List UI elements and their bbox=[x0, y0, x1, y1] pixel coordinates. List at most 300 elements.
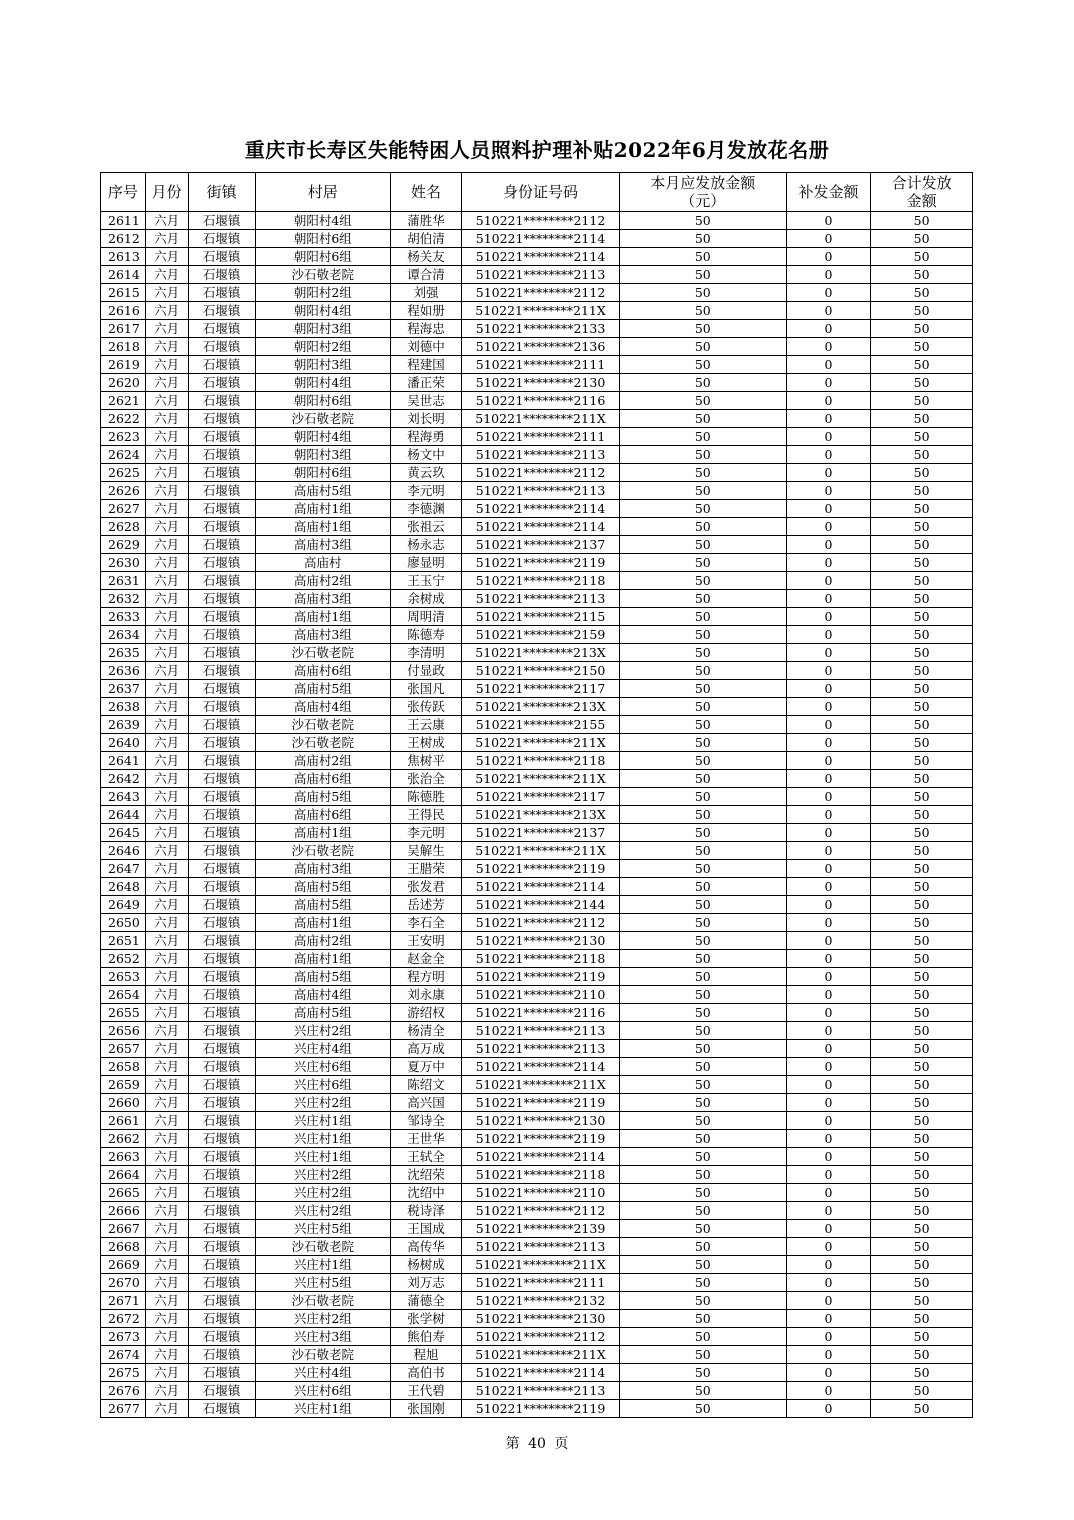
cell-number: 2628 bbox=[101, 518, 146, 536]
table-row bbox=[101, 986, 973, 1004]
cell-month: 六月 bbox=[145, 878, 188, 896]
cell-monthly-amount: 50 bbox=[619, 392, 786, 410]
cell-village: 兴庄村2组 bbox=[255, 1166, 390, 1184]
cell-name: 陈绍文 bbox=[390, 1076, 461, 1094]
cell-total-amount: 50 bbox=[871, 1022, 973, 1040]
cell-back-pay: 0 bbox=[786, 914, 870, 932]
table-row bbox=[101, 1112, 973, 1130]
cell-month: 六月 bbox=[145, 302, 188, 320]
cell-total-amount: 50 bbox=[871, 1004, 973, 1022]
cell-village: 沙石敬老院 bbox=[255, 1238, 390, 1256]
cell-back-pay: 0 bbox=[786, 248, 870, 266]
cell-name: 杨清全 bbox=[390, 1022, 461, 1040]
table-row bbox=[101, 500, 973, 518]
cell-name: 王国成 bbox=[390, 1220, 461, 1238]
cell-id-number: 510221********2113 bbox=[462, 482, 620, 500]
cell-total-amount: 50 bbox=[871, 464, 973, 482]
cell-village: 朝阳村4组 bbox=[255, 374, 390, 392]
cell-month: 六月 bbox=[145, 608, 188, 626]
cell-total-amount: 50 bbox=[871, 1328, 973, 1346]
cell-back-pay: 0 bbox=[786, 662, 870, 680]
table-row bbox=[101, 1004, 973, 1022]
table-row bbox=[101, 1148, 973, 1166]
cell-name: 王轼全 bbox=[390, 1148, 461, 1166]
cell-village: 高庙村3组 bbox=[255, 590, 390, 608]
cell-total-amount: 50 bbox=[871, 554, 973, 572]
cell-total-amount: 50 bbox=[871, 842, 973, 860]
cell-total-amount: 50 bbox=[871, 1256, 973, 1274]
cell-village: 沙石敬老院 bbox=[255, 644, 390, 662]
cell-back-pay: 0 bbox=[786, 410, 870, 428]
cell-id-number: 510221********2119 bbox=[462, 1130, 620, 1148]
cell-total-amount: 50 bbox=[871, 338, 973, 356]
cell-number: 2669 bbox=[101, 1256, 146, 1274]
cell-number: 2622 bbox=[101, 410, 146, 428]
cell-number: 2612 bbox=[101, 230, 146, 248]
column-header-number: 序号 bbox=[101, 173, 146, 212]
cell-month: 六月 bbox=[145, 374, 188, 392]
cell-back-pay: 0 bbox=[786, 1076, 870, 1094]
cell-month: 六月 bbox=[145, 1310, 188, 1328]
cell-id-number: 510221********213X bbox=[462, 698, 620, 716]
cell-town: 石堰镇 bbox=[188, 824, 255, 842]
cell-village: 沙石敬老院 bbox=[255, 734, 390, 752]
cell-month: 六月 bbox=[145, 1274, 188, 1292]
cell-village: 兴庄村1组 bbox=[255, 1112, 390, 1130]
cell-village: 高庙村5组 bbox=[255, 680, 390, 698]
cell-name: 程海忠 bbox=[390, 320, 461, 338]
cell-total-amount: 50 bbox=[871, 698, 973, 716]
cell-back-pay: 0 bbox=[786, 536, 870, 554]
cell-number: 2617 bbox=[101, 320, 146, 338]
cell-month: 六月 bbox=[145, 860, 188, 878]
cell-town: 石堰镇 bbox=[188, 1382, 255, 1400]
cell-back-pay: 0 bbox=[786, 950, 870, 968]
cell-total-amount: 50 bbox=[871, 1148, 973, 1166]
column-header-name: 姓名 bbox=[390, 173, 461, 212]
cell-total-amount: 50 bbox=[871, 950, 973, 968]
cell-back-pay: 0 bbox=[786, 1364, 870, 1382]
cell-name: 熊伯寿 bbox=[390, 1328, 461, 1346]
cell-back-pay: 0 bbox=[786, 968, 870, 986]
column-header-monthly-amount: 本月应发放金额 （元） bbox=[619, 173, 786, 212]
table-row bbox=[101, 644, 973, 662]
cell-total-amount: 50 bbox=[871, 500, 973, 518]
cell-total-amount: 50 bbox=[871, 734, 973, 752]
cell-town: 石堰镇 bbox=[188, 716, 255, 734]
cell-total-amount: 50 bbox=[871, 968, 973, 986]
cell-name: 杨关友 bbox=[390, 248, 461, 266]
cell-village: 高庙村4组 bbox=[255, 698, 390, 716]
table-row bbox=[101, 734, 973, 752]
cell-number: 2613 bbox=[101, 248, 146, 266]
cell-id-number: 510221********211X bbox=[462, 770, 620, 788]
cell-village: 高庙村 bbox=[255, 554, 390, 572]
cell-total-amount: 50 bbox=[871, 1166, 973, 1184]
cell-back-pay: 0 bbox=[786, 932, 870, 950]
table-row bbox=[101, 680, 973, 698]
cell-town: 石堰镇 bbox=[188, 1076, 255, 1094]
cell-monthly-amount: 50 bbox=[619, 1076, 786, 1094]
table-row bbox=[101, 410, 973, 428]
cell-back-pay: 0 bbox=[786, 374, 870, 392]
cell-back-pay: 0 bbox=[786, 1184, 870, 1202]
table-row bbox=[101, 1184, 973, 1202]
cell-id-number: 510221********211X bbox=[462, 842, 620, 860]
cell-monthly-amount: 50 bbox=[619, 1292, 786, 1310]
cell-village: 沙石敬老院 bbox=[255, 842, 390, 860]
cell-back-pay: 0 bbox=[786, 1382, 870, 1400]
cell-village: 兴庄村1组 bbox=[255, 1400, 390, 1418]
cell-back-pay: 0 bbox=[786, 734, 870, 752]
cell-number: 2616 bbox=[101, 302, 146, 320]
cell-total-amount: 50 bbox=[871, 230, 973, 248]
cell-total-amount: 50 bbox=[871, 1058, 973, 1076]
cell-back-pay: 0 bbox=[786, 896, 870, 914]
cell-back-pay: 0 bbox=[786, 1112, 870, 1130]
cell-village: 高庙村1组 bbox=[255, 914, 390, 932]
cell-village: 高庙村6组 bbox=[255, 662, 390, 680]
cell-id-number: 510221********211X bbox=[462, 734, 620, 752]
cell-monthly-amount: 50 bbox=[619, 1184, 786, 1202]
cell-name: 张国凡 bbox=[390, 680, 461, 698]
cell-id-number: 510221********2144 bbox=[462, 896, 620, 914]
cell-id-number: 510221********2116 bbox=[462, 392, 620, 410]
cell-id-number: 510221********2119 bbox=[462, 968, 620, 986]
cell-name: 高传华 bbox=[390, 1238, 461, 1256]
cell-total-amount: 50 bbox=[871, 302, 973, 320]
cell-monthly-amount: 50 bbox=[619, 374, 786, 392]
cell-id-number: 510221********211X bbox=[462, 1256, 620, 1274]
cell-monthly-amount: 50 bbox=[619, 986, 786, 1004]
cell-total-amount: 50 bbox=[871, 536, 973, 554]
cell-number: 2621 bbox=[101, 392, 146, 410]
cell-name: 沈绍中 bbox=[390, 1184, 461, 1202]
cell-name: 高万成 bbox=[390, 1040, 461, 1058]
cell-town: 石堰镇 bbox=[188, 662, 255, 680]
cell-number: 2661 bbox=[101, 1112, 146, 1130]
cell-number: 2647 bbox=[101, 860, 146, 878]
cell-monthly-amount: 50 bbox=[619, 1058, 786, 1076]
cell-number: 2671 bbox=[101, 1292, 146, 1310]
cell-number: 2623 bbox=[101, 428, 146, 446]
cell-month: 六月 bbox=[145, 1346, 188, 1364]
cell-month: 六月 bbox=[145, 1364, 188, 1382]
cell-total-amount: 50 bbox=[871, 680, 973, 698]
cell-month: 六月 bbox=[145, 626, 188, 644]
table-row bbox=[101, 554, 973, 572]
cell-name: 杨永志 bbox=[390, 536, 461, 554]
table-row bbox=[101, 1310, 973, 1328]
cell-total-amount: 50 bbox=[871, 1094, 973, 1112]
cell-total-amount: 50 bbox=[871, 1346, 973, 1364]
cell-name: 高兴国 bbox=[390, 1094, 461, 1112]
table-row bbox=[101, 464, 973, 482]
cell-monthly-amount: 50 bbox=[619, 590, 786, 608]
cell-monthly-amount: 50 bbox=[619, 1238, 786, 1256]
table-row bbox=[101, 626, 973, 644]
cell-town: 石堰镇 bbox=[188, 1310, 255, 1328]
cell-total-amount: 50 bbox=[871, 392, 973, 410]
cell-back-pay: 0 bbox=[786, 1274, 870, 1292]
cell-name: 王树成 bbox=[390, 734, 461, 752]
cell-number: 2663 bbox=[101, 1148, 146, 1166]
cell-back-pay: 0 bbox=[786, 986, 870, 1004]
cell-back-pay: 0 bbox=[786, 1256, 870, 1274]
cell-monthly-amount: 50 bbox=[619, 554, 786, 572]
cell-month: 六月 bbox=[145, 716, 188, 734]
cell-town: 石堰镇 bbox=[188, 878, 255, 896]
table-row bbox=[101, 896, 973, 914]
cell-name: 刘永康 bbox=[390, 986, 461, 1004]
table-row bbox=[101, 590, 973, 608]
cell-name: 赵金全 bbox=[390, 950, 461, 968]
cell-town: 石堰镇 bbox=[188, 1292, 255, 1310]
cell-monthly-amount: 50 bbox=[619, 1220, 786, 1238]
cell-monthly-amount: 50 bbox=[619, 1112, 786, 1130]
cell-id-number: 510221********2113 bbox=[462, 1022, 620, 1040]
cell-village: 高庙村2组 bbox=[255, 752, 390, 770]
cell-town: 石堰镇 bbox=[188, 464, 255, 482]
cell-village: 朝阳村6组 bbox=[255, 248, 390, 266]
table-row bbox=[101, 356, 973, 374]
cell-number: 2653 bbox=[101, 968, 146, 986]
cell-month: 六月 bbox=[145, 950, 188, 968]
cell-id-number: 510221********2118 bbox=[462, 572, 620, 590]
cell-village: 高庙村5组 bbox=[255, 878, 390, 896]
cell-town: 石堰镇 bbox=[188, 446, 255, 464]
cell-month: 六月 bbox=[145, 446, 188, 464]
cell-id-number: 510221********2114 bbox=[462, 1058, 620, 1076]
cell-number: 2637 bbox=[101, 680, 146, 698]
cell-back-pay: 0 bbox=[786, 824, 870, 842]
cell-monthly-amount: 50 bbox=[619, 680, 786, 698]
cell-total-amount: 50 bbox=[871, 986, 973, 1004]
cell-back-pay: 0 bbox=[786, 644, 870, 662]
cell-name: 税诗泽 bbox=[390, 1202, 461, 1220]
cell-village: 兴庄村2组 bbox=[255, 1184, 390, 1202]
cell-back-pay: 0 bbox=[786, 1148, 870, 1166]
cell-number: 2659 bbox=[101, 1076, 146, 1094]
cell-name: 杨文中 bbox=[390, 446, 461, 464]
cell-town: 石堰镇 bbox=[188, 896, 255, 914]
cell-month: 六月 bbox=[145, 734, 188, 752]
cell-id-number: 510221********2130 bbox=[462, 1310, 620, 1328]
cell-monthly-amount: 50 bbox=[619, 716, 786, 734]
cell-total-amount: 50 bbox=[871, 896, 973, 914]
cell-village: 兴庄村2组 bbox=[255, 1094, 390, 1112]
cell-total-amount: 50 bbox=[871, 410, 973, 428]
cell-village: 高庙村5组 bbox=[255, 482, 390, 500]
cell-town: 石堰镇 bbox=[188, 572, 255, 590]
table-row bbox=[101, 374, 973, 392]
cell-monthly-amount: 50 bbox=[619, 1040, 786, 1058]
cell-id-number: 510221********213X bbox=[462, 806, 620, 824]
cell-month: 六月 bbox=[145, 1328, 188, 1346]
cell-total-amount: 50 bbox=[871, 284, 973, 302]
cell-back-pay: 0 bbox=[786, 590, 870, 608]
cell-number: 2674 bbox=[101, 1346, 146, 1364]
cell-month: 六月 bbox=[145, 770, 188, 788]
cell-total-amount: 50 bbox=[871, 1076, 973, 1094]
cell-monthly-amount: 50 bbox=[619, 896, 786, 914]
cell-monthly-amount: 50 bbox=[619, 536, 786, 554]
cell-total-amount: 50 bbox=[871, 788, 973, 806]
cell-town: 石堰镇 bbox=[188, 356, 255, 374]
cell-total-amount: 50 bbox=[871, 860, 973, 878]
cell-town: 石堰镇 bbox=[188, 608, 255, 626]
cell-name: 岳述芳 bbox=[390, 896, 461, 914]
cell-number: 2649 bbox=[101, 896, 146, 914]
cell-number: 2620 bbox=[101, 374, 146, 392]
cell-total-amount: 50 bbox=[871, 266, 973, 284]
cell-monthly-amount: 50 bbox=[619, 608, 786, 626]
cell-id-number: 510221********2119 bbox=[462, 1094, 620, 1112]
cell-name: 刘万志 bbox=[390, 1274, 461, 1292]
table-row bbox=[101, 1094, 973, 1112]
cell-village: 沙石敬老院 bbox=[255, 1346, 390, 1364]
cell-id-number: 510221********211X bbox=[462, 410, 620, 428]
cell-name: 陈德胜 bbox=[390, 788, 461, 806]
cell-id-number: 510221********2113 bbox=[462, 266, 620, 284]
cell-town: 石堰镇 bbox=[188, 536, 255, 554]
cell-village: 兴庄村5组 bbox=[255, 1274, 390, 1292]
cell-village: 高庙村3组 bbox=[255, 626, 390, 644]
cell-name: 程如册 bbox=[390, 302, 461, 320]
cell-month: 六月 bbox=[145, 1256, 188, 1274]
cell-back-pay: 0 bbox=[786, 1166, 870, 1184]
table-row bbox=[101, 1400, 973, 1418]
cell-village: 朝阳村2组 bbox=[255, 338, 390, 356]
cell-name: 张学树 bbox=[390, 1310, 461, 1328]
cell-name: 王安明 bbox=[390, 932, 461, 950]
cell-monthly-amount: 50 bbox=[619, 500, 786, 518]
cell-month: 六月 bbox=[145, 536, 188, 554]
cell-number: 2650 bbox=[101, 914, 146, 932]
cell-total-amount: 50 bbox=[871, 572, 973, 590]
table-row bbox=[101, 608, 973, 626]
cell-town: 石堰镇 bbox=[188, 1364, 255, 1382]
cell-month: 六月 bbox=[145, 410, 188, 428]
cell-name: 程建国 bbox=[390, 356, 461, 374]
cell-name: 程海勇 bbox=[390, 428, 461, 446]
cell-number: 2631 bbox=[101, 572, 146, 590]
cell-name: 沈绍荣 bbox=[390, 1166, 461, 1184]
page-number: 第 40 页 bbox=[505, 1436, 569, 1452]
column-header-month: 月份 bbox=[145, 173, 188, 212]
table-row bbox=[101, 1040, 973, 1058]
cell-month: 六月 bbox=[145, 266, 188, 284]
cell-monthly-amount: 50 bbox=[619, 1148, 786, 1166]
cell-town: 石堰镇 bbox=[188, 320, 255, 338]
cell-number: 2639 bbox=[101, 716, 146, 734]
cell-village: 高庙村1组 bbox=[255, 608, 390, 626]
cell-town: 石堰镇 bbox=[188, 248, 255, 266]
cell-name: 张治全 bbox=[390, 770, 461, 788]
cell-village: 兴庄村3组 bbox=[255, 1328, 390, 1346]
cell-number: 2660 bbox=[101, 1094, 146, 1112]
cell-id-number: 510221********2118 bbox=[462, 950, 620, 968]
cell-village: 兴庄村6组 bbox=[255, 1076, 390, 1094]
table-row bbox=[101, 1130, 973, 1148]
cell-name: 张发君 bbox=[390, 878, 461, 896]
cell-monthly-amount: 50 bbox=[619, 788, 786, 806]
cell-number: 2673 bbox=[101, 1328, 146, 1346]
table-row bbox=[101, 482, 973, 500]
cell-town: 石堰镇 bbox=[188, 914, 255, 932]
cell-number: 2640 bbox=[101, 734, 146, 752]
table-row bbox=[101, 446, 973, 464]
cell-number: 2630 bbox=[101, 554, 146, 572]
cell-name: 吴解生 bbox=[390, 842, 461, 860]
cell-month: 六月 bbox=[145, 1220, 188, 1238]
cell-monthly-amount: 50 bbox=[619, 662, 786, 680]
cell-total-amount: 50 bbox=[871, 824, 973, 842]
cell-name: 廖显明 bbox=[390, 554, 461, 572]
cell-name: 王云康 bbox=[390, 716, 461, 734]
cell-town: 石堰镇 bbox=[188, 1004, 255, 1022]
cell-month: 六月 bbox=[145, 1382, 188, 1400]
cell-number: 2642 bbox=[101, 770, 146, 788]
cell-town: 石堰镇 bbox=[188, 1274, 255, 1292]
cell-back-pay: 0 bbox=[786, 1040, 870, 1058]
table-row bbox=[101, 1022, 973, 1040]
cell-number: 2677 bbox=[101, 1400, 146, 1418]
cell-back-pay: 0 bbox=[786, 1130, 870, 1148]
cell-town: 石堰镇 bbox=[188, 1130, 255, 1148]
cell-name: 陈德寿 bbox=[390, 626, 461, 644]
cell-town: 石堰镇 bbox=[188, 590, 255, 608]
cell-monthly-amount: 50 bbox=[619, 842, 786, 860]
cell-town: 石堰镇 bbox=[188, 806, 255, 824]
cell-monthly-amount: 50 bbox=[619, 1022, 786, 1040]
cell-month: 六月 bbox=[145, 680, 188, 698]
cell-town: 石堰镇 bbox=[188, 932, 255, 950]
cell-month: 六月 bbox=[145, 986, 188, 1004]
cell-monthly-amount: 50 bbox=[619, 230, 786, 248]
cell-number: 2614 bbox=[101, 266, 146, 284]
cell-back-pay: 0 bbox=[786, 428, 870, 446]
cell-monthly-amount: 50 bbox=[619, 1256, 786, 1274]
cell-name: 李元明 bbox=[390, 482, 461, 500]
table-row bbox=[101, 392, 973, 410]
cell-month: 六月 bbox=[145, 392, 188, 410]
cell-total-amount: 50 bbox=[871, 1292, 973, 1310]
cell-town: 石堰镇 bbox=[188, 500, 255, 518]
cell-id-number: 510221********2130 bbox=[462, 374, 620, 392]
cell-number: 2627 bbox=[101, 500, 146, 518]
cell-month: 六月 bbox=[145, 482, 188, 500]
roster-body bbox=[101, 212, 973, 1418]
cell-town: 石堰镇 bbox=[188, 626, 255, 644]
table-row bbox=[101, 968, 973, 986]
cell-town: 石堰镇 bbox=[188, 986, 255, 1004]
cell-id-number: 510221********2111 bbox=[462, 428, 620, 446]
cell-town: 石堰镇 bbox=[188, 392, 255, 410]
cell-month: 六月 bbox=[145, 896, 188, 914]
cell-village: 朝阳村6组 bbox=[255, 464, 390, 482]
cell-id-number: 510221********2111 bbox=[462, 1274, 620, 1292]
cell-back-pay: 0 bbox=[786, 320, 870, 338]
cell-monthly-amount: 50 bbox=[619, 1364, 786, 1382]
cell-id-number: 510221********2133 bbox=[462, 320, 620, 338]
cell-town: 石堰镇 bbox=[188, 734, 255, 752]
cell-name: 黄云玖 bbox=[390, 464, 461, 482]
table-row bbox=[101, 1220, 973, 1238]
cell-back-pay: 0 bbox=[786, 626, 870, 644]
column-header-village: 村居 bbox=[255, 173, 390, 212]
cell-back-pay: 0 bbox=[786, 1202, 870, 1220]
